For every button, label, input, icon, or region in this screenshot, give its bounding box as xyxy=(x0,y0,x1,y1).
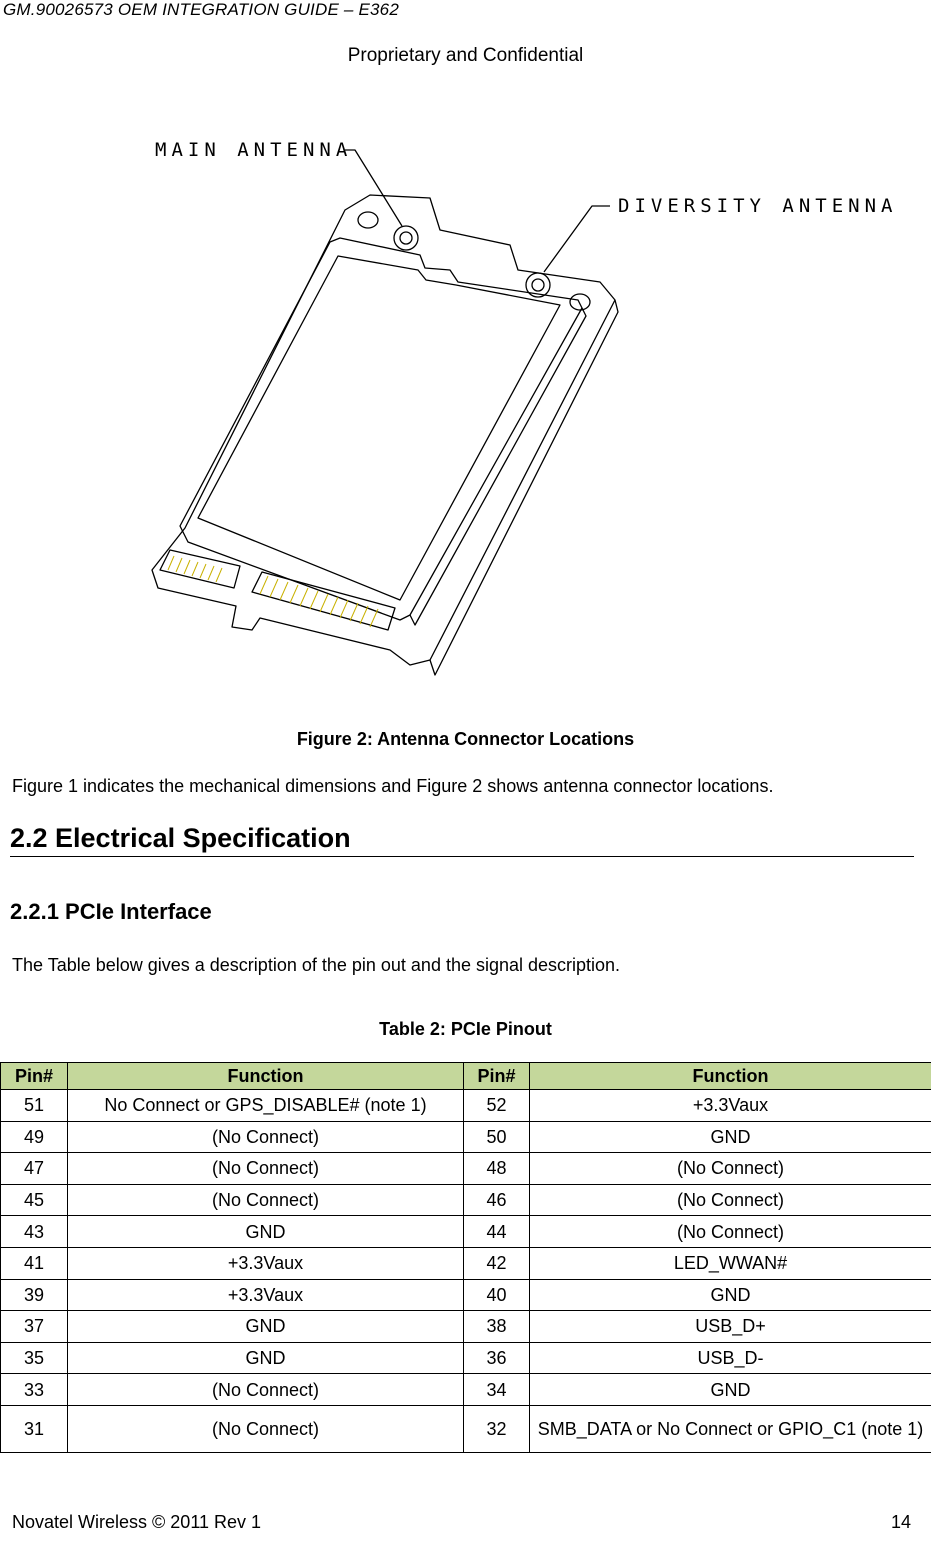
table-cell: GND xyxy=(530,1121,931,1153)
edge-connector-small xyxy=(160,550,240,588)
module-board-outline xyxy=(152,195,615,665)
table-cell: +3.3Vaux xyxy=(530,1090,931,1122)
table-cell: 31 xyxy=(1,1405,68,1452)
table-cell: 43 xyxy=(1,1216,68,1248)
table-cell: 46 xyxy=(464,1184,530,1216)
table-cell: (No Connect) xyxy=(68,1184,464,1216)
mounting-hole-left xyxy=(358,212,378,228)
table-cell: 34 xyxy=(464,1374,530,1406)
shield-can-inner xyxy=(198,256,560,600)
section-heading: 2.2 Electrical Specification xyxy=(10,823,914,857)
table-cell: (No Connect) xyxy=(530,1184,931,1216)
page-number: 14 xyxy=(890,1512,911,1532)
table-cell: GND xyxy=(68,1342,464,1374)
shield-edge-side xyxy=(410,308,586,625)
table-cell: 39 xyxy=(1,1279,68,1311)
table-row xyxy=(1,1090,931,1122)
table-row xyxy=(1,1342,931,1374)
table-cell: 40 xyxy=(464,1279,530,1311)
table-cell: 36 xyxy=(464,1342,530,1374)
table-cell: No Connect or GPS_DISABLE# (note 1) xyxy=(68,1090,464,1122)
header-pin-odd: Pin# xyxy=(1,1063,68,1090)
header-function-even: Function xyxy=(530,1063,931,1090)
table-cell: (No Connect) xyxy=(68,1121,464,1153)
table-cell: 52 xyxy=(464,1090,530,1122)
antenna-connector-figure xyxy=(140,130,900,690)
table-row xyxy=(1,1279,931,1311)
table-cell: 32 xyxy=(464,1405,530,1452)
table-cell: +3.3Vaux xyxy=(68,1279,464,1311)
table-cell: 33 xyxy=(1,1374,68,1406)
table-caption: Table 2: PCIe Pinout xyxy=(379,1019,552,1039)
table-cell: (No Connect) xyxy=(68,1405,464,1452)
mounting-hole-right xyxy=(570,294,590,310)
table-cell: 35 xyxy=(1,1342,68,1374)
table-cell: (No Connect) xyxy=(530,1216,931,1248)
table-cell: LED_WWAN# xyxy=(530,1247,931,1279)
table-cell: 44 xyxy=(464,1216,530,1248)
table-cell: (No Connect) xyxy=(68,1374,464,1406)
table-cell: USB_D+ xyxy=(530,1311,931,1343)
table-cell: 47 xyxy=(1,1153,68,1185)
table-cell: +3.3Vaux xyxy=(68,1247,464,1279)
table-cell: GND xyxy=(68,1311,464,1343)
table-cell: (No Connect) xyxy=(530,1153,931,1185)
main-antenna-leader xyxy=(345,150,402,226)
module-drawing xyxy=(140,130,900,690)
document-title: GM.90026573 OEM INTEGRATION GUIDE – E362 xyxy=(3,0,399,19)
table-cell: 50 xyxy=(464,1121,530,1153)
table-row xyxy=(1,1216,931,1248)
table-cell: 48 xyxy=(464,1153,530,1185)
table-cell: 49 xyxy=(1,1121,68,1153)
footer-copyright: Novatel Wireless © 2011 Rev 1 xyxy=(12,1512,262,1532)
table-cell: 37 xyxy=(1,1311,68,1343)
figure-caption: Figure 2: Antenna Connector Locations xyxy=(296,729,635,749)
board-edge-side xyxy=(430,300,618,675)
diversity-antenna-label: DIVERSITY ANTENNA xyxy=(618,195,898,217)
body-paragraph-2: The Table below gives a description of the pin out and the signal description. xyxy=(12,955,621,975)
table-cell: GND xyxy=(530,1374,931,1406)
table-cell: 41 xyxy=(1,1247,68,1279)
table-row xyxy=(1,1247,931,1279)
table-row xyxy=(1,1184,931,1216)
table-header-row xyxy=(1,1063,931,1090)
confidentiality-notice: Proprietary and Confidential xyxy=(347,45,584,66)
table-row xyxy=(1,1121,931,1153)
table-row xyxy=(1,1153,931,1185)
header-function-odd: Function xyxy=(68,1063,464,1090)
header-pin-even: Pin# xyxy=(464,1063,530,1090)
diversity-antenna-leader xyxy=(544,206,610,272)
table-cell: 51 xyxy=(1,1090,68,1122)
table-cell: 42 xyxy=(464,1247,530,1279)
table-cell: 38 xyxy=(464,1311,530,1343)
table-row xyxy=(1,1405,931,1452)
table-cell: GND xyxy=(68,1216,464,1248)
table-row xyxy=(1,1374,931,1406)
table-cell: SMB_DATA or No Connect or GPIO_C1 (note 1) xyxy=(530,1405,931,1452)
table-cell: 45 xyxy=(1,1184,68,1216)
table-cell: GND xyxy=(530,1279,931,1311)
main-antenna-connector xyxy=(394,226,418,250)
body-paragraph-1: Figure 1 indicates the mechanical dimensions and Figure 2 shows antenna connector locations. xyxy=(12,776,774,796)
table-cell: (No Connect) xyxy=(68,1153,464,1185)
main-antenna-label: MAIN ANTENNA xyxy=(155,139,353,161)
subsection-heading: 2.2.1 PCIe Interface xyxy=(10,899,212,924)
table-row xyxy=(1,1311,931,1343)
table-cell: USB_D- xyxy=(530,1342,931,1374)
pcie-pinout-table xyxy=(0,1062,931,1453)
shield-can-outline xyxy=(180,238,582,620)
